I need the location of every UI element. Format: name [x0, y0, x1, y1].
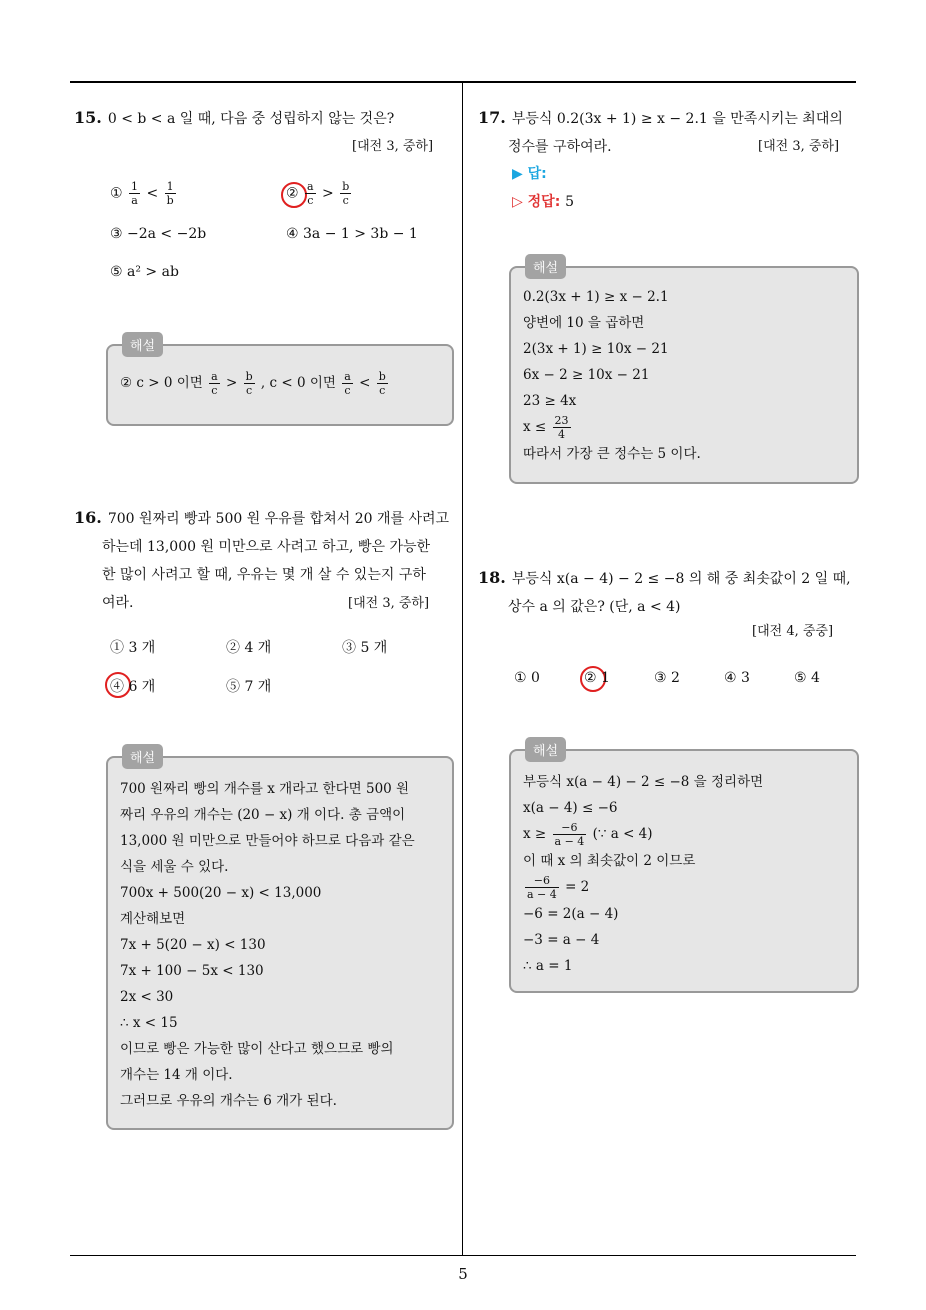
solution-text: = 2	[565, 879, 590, 895]
question-18	[478, 564, 862, 621]
column-divider	[462, 83, 463, 1255]
top-rule	[70, 81, 856, 83]
denominator: 4	[558, 428, 566, 441]
option-label: ②	[286, 185, 299, 202]
solution-line: 2x < 30	[120, 989, 174, 1005]
solution-text: , c < 0 이면	[260, 375, 336, 391]
question-text-line: 하는데 13,000 원 미만으로 사려고 하고, 빵은 가능한	[102, 539, 431, 555]
question-source: [대전 3, 중하]	[352, 139, 434, 154]
option-1[interactable]: ① 3 개	[110, 640, 156, 656]
option-1[interactable]: ① 0	[514, 670, 540, 686]
option-5[interactable]: ⑤ 7 개	[226, 679, 272, 695]
denominator: c	[307, 194, 314, 207]
solution-line: 식을 세울 수 있다.	[120, 859, 229, 875]
solution-line: 따라서 가장 큰 정수는 5 이다.	[523, 446, 701, 462]
correct-label: ▷ 정답:	[512, 194, 561, 210]
fraction	[129, 180, 140, 207]
option-3[interactable]: ③ 5 개	[342, 640, 388, 656]
solution-box	[509, 261, 859, 484]
question-number: 16.	[74, 508, 102, 527]
fraction	[553, 821, 587, 848]
solution-line: 그러므로 우유의 개수는 6 개가 된다.	[120, 1093, 337, 1109]
solution-text: x ≥	[523, 826, 547, 842]
denominator: c	[344, 384, 351, 397]
solution-text: x ≤	[523, 419, 547, 435]
option-4[interactable]: ④ 6 개	[110, 679, 156, 695]
solution-tag: 해설	[525, 254, 566, 279]
solution-line: 13,000 원 미만으로 만들어야 하므로 다음과 같은	[120, 833, 415, 849]
solution-box	[106, 339, 454, 426]
option-2[interactable]	[286, 180, 353, 207]
denominator: c	[379, 384, 386, 397]
correct-answer-label	[512, 191, 574, 211]
solution-text: (∵ a < 4)	[592, 826, 653, 842]
question-text-line: 여라.	[102, 595, 134, 611]
solution-line: 23 ≥ 4x	[523, 393, 577, 409]
solution-tag: 해설	[525, 737, 566, 762]
solution-text: ② c > 0 이면	[120, 375, 203, 391]
solution-line: ∴ a = 1	[523, 958, 573, 974]
question-source: [대전 4, 중중]	[752, 624, 834, 639]
solution-box	[106, 751, 454, 1130]
solution-tag: 해설	[122, 332, 163, 357]
question-text-line: 상수 a 의 값은? (단, a < 4)	[508, 599, 681, 615]
sign: <	[146, 185, 159, 202]
sign: >	[322, 185, 334, 202]
solution-tag: 해설	[122, 744, 163, 769]
question-text-line: 부등식 0.2(3x + 1) ≥ x − 2.1 을 만족시키는 최대의	[511, 111, 843, 127]
option-1[interactable]	[110, 180, 178, 207]
solution-line: ② c > 0 이면 $\frac{a}{c}$ > $\frac{b}{c}$ , c < 0 이면 $\frac{a}{c}$ < $\frac{b}{c}$	[120, 370, 386, 397]
question-text-line: 700 원짜리 빵과 500 원 우유를 합쳐서 20 개를 사려고	[107, 511, 450, 527]
numerator: b	[342, 180, 350, 193]
option-4[interactable]: ④ 3	[724, 670, 750, 686]
solution-line: −6 = 2(a − 4)	[523, 906, 619, 922]
option-4[interactable]: ④ 3a − 1 > 3b − 1	[286, 226, 418, 242]
option-2[interactable]: ② 4 개	[226, 640, 272, 656]
question-text-line: 정수를 구하여라.	[508, 139, 612, 155]
numerator: −6	[553, 821, 587, 835]
question-number: 18.	[478, 568, 506, 587]
fraction	[342, 370, 353, 397]
numerator: −6	[525, 874, 559, 888]
question-source: [대전 3, 중하]	[348, 596, 430, 611]
solution-line: ∴ x < 15	[120, 1015, 178, 1031]
denominator: c	[246, 384, 253, 397]
solution-line	[511, 874, 857, 901]
fraction	[209, 370, 220, 397]
solution-line: −3 = a − 4	[523, 932, 600, 948]
option-3[interactable]: ③ 2	[654, 670, 680, 686]
denominator: a − 4	[527, 888, 557, 901]
solution-line: 7x + 5(20 − x) < 130	[120, 937, 266, 953]
numerator: b	[378, 370, 386, 383]
numerator: a	[211, 370, 218, 383]
numerator: 23	[554, 414, 569, 427]
solution-line	[511, 414, 857, 441]
page-number: 5	[458, 1265, 468, 1283]
solution-line: 짜리 우유의 개수는 (20 − x) 개 이다. 총 금액이	[120, 807, 406, 823]
question-source: [대전 3, 중하]	[758, 139, 840, 154]
denominator: b	[166, 194, 174, 207]
solution-line: 양변에 10 을 곱하면	[523, 315, 645, 331]
bottom-rule	[70, 1255, 856, 1256]
solution-line: 개수는 14 개 이다.	[120, 1067, 233, 1083]
solution-line: 0.2(3x + 1) ≥ x − 2.1	[523, 289, 669, 305]
denominator: a − 4	[554, 835, 585, 848]
numerator: 1	[131, 180, 139, 193]
solution-line: 이 때 x 의 최솟값이 2 이므로	[523, 853, 696, 869]
question-15	[74, 104, 454, 133]
solution-line: 700x + 500(20 − x) < 13,000	[120, 885, 322, 901]
correct-value: 5	[565, 194, 575, 210]
solution-line: 2(3x + 1) ≥ 10x − 21	[523, 341, 669, 357]
option-5[interactable]: ⑤ 4	[794, 670, 820, 686]
solution-line: 7x + 100 − 5x < 130	[120, 963, 264, 979]
fraction	[340, 180, 351, 207]
solution-box	[509, 744, 859, 993]
numerator: a	[307, 180, 314, 193]
numerator: 1	[165, 180, 176, 194]
question-text-line: 한 많이 사려고 할 때, 우유는 몇 개 살 수 있는지 구하	[102, 567, 426, 583]
denominator: c	[342, 194, 349, 207]
numerator: b	[245, 370, 253, 383]
fraction	[377, 370, 388, 397]
option-label: ①	[110, 185, 123, 202]
solution-line: 계산해보면	[120, 911, 186, 927]
question-number: 15.	[74, 108, 102, 127]
fraction	[244, 370, 255, 397]
fraction	[305, 180, 316, 207]
answer-input-label[interactable]: ▶ 답:	[512, 166, 547, 182]
numerator: a	[344, 370, 351, 383]
denominator: a	[131, 194, 138, 207]
denominator: c	[211, 384, 218, 397]
question-text: 0 < b < a 일 때, 다음 중 성립하지 않는 것은?	[107, 111, 395, 127]
option-5[interactable]: ⑤ a² > ab	[110, 264, 179, 280]
solution-line: 700 원짜리 빵의 개수를 x 개라고 한다면 500 원	[120, 781, 410, 797]
option-2[interactable]: ② 1	[584, 670, 610, 686]
solution-line	[511, 821, 857, 848]
question-text-line: 부등식 x(a − 4) − 2 ≤ −8 의 해 중 최솟값이 2 일 때,	[511, 571, 851, 587]
fraction	[525, 874, 559, 901]
solution-line: 6x − 2 ≥ 10x − 21	[523, 367, 650, 383]
question-number: 17.	[478, 108, 506, 127]
fraction	[553, 414, 571, 441]
solution-line: 이므로 빵은 가능한 많이 산다고 했으므로 빵의	[120, 1041, 394, 1057]
solution-line: x(a − 4) ≤ −6	[523, 800, 618, 816]
option-3[interactable]: ③ −2a < −2b	[110, 226, 207, 242]
fraction	[165, 180, 176, 207]
solution-line: 부등식 x(a − 4) − 2 ≤ −8 을 정리하면	[523, 774, 764, 790]
